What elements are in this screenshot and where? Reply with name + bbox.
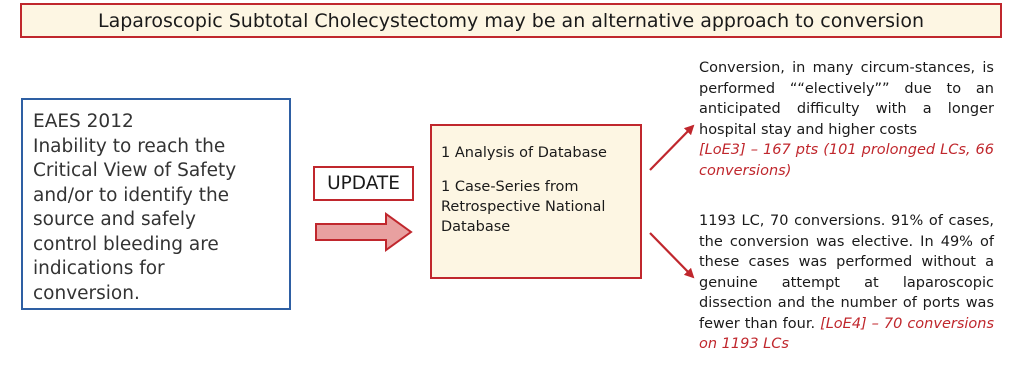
eaes-line: Inability to reach the	[33, 135, 226, 157]
source-item-case-series: 1 Case-Series from Retrospective National Database	[441, 179, 606, 235]
arrow-up-icon	[650, 126, 693, 170]
evidence-level-label: [LoE3] – 167 pts (101 prolonged LCs, 66 conversions)	[699, 142, 994, 179]
arrow-down-icon	[650, 233, 693, 277]
eaes-guideline-box	[21, 98, 291, 310]
finding-national-database	[699, 211, 994, 355]
evidence-level-label: [LoE4] – 70 conversions on 1193 LCs	[699, 315, 995, 352]
update-label: UPDATE	[313, 166, 414, 201]
update-arrow-icon	[314, 212, 414, 252]
eaes-line: Critical View of Safety	[33, 160, 237, 181]
branch-arrows	[640, 115, 700, 285]
finding-text: Conversion, in many circum-stances, is performed ““electively”” due to an anticipated difficulty with a longer hospital stay and higher costs	[699, 60, 994, 138]
eaes-line: source and safely	[33, 209, 196, 230]
eaes-line: and/or to identify the	[33, 184, 230, 206]
finding-conversion-elective	[699, 58, 994, 181]
source-item-database-analysis: 1 Analysis of Database	[441, 145, 607, 161]
finding-text: 1193 LC, 70 conversions. 91% of cases, the conversion was elective. In 49% of these cases was performed without a genuine attempt at laparoscopic dissection and the number of ports was fewer than four.	[699, 213, 994, 332]
eaes-line: EAES 2012	[33, 111, 134, 132]
eaes-line: control bleeding are	[33, 233, 219, 255]
slide-title: Laparoscopic Subtotal Cholecystectomy may be an alternative approach to conversion	[20, 3, 1002, 38]
eaes-line: indications for	[33, 258, 165, 279]
eaes-line: conversion.	[33, 282, 140, 304]
evidence-sources-box	[430, 124, 642, 279]
